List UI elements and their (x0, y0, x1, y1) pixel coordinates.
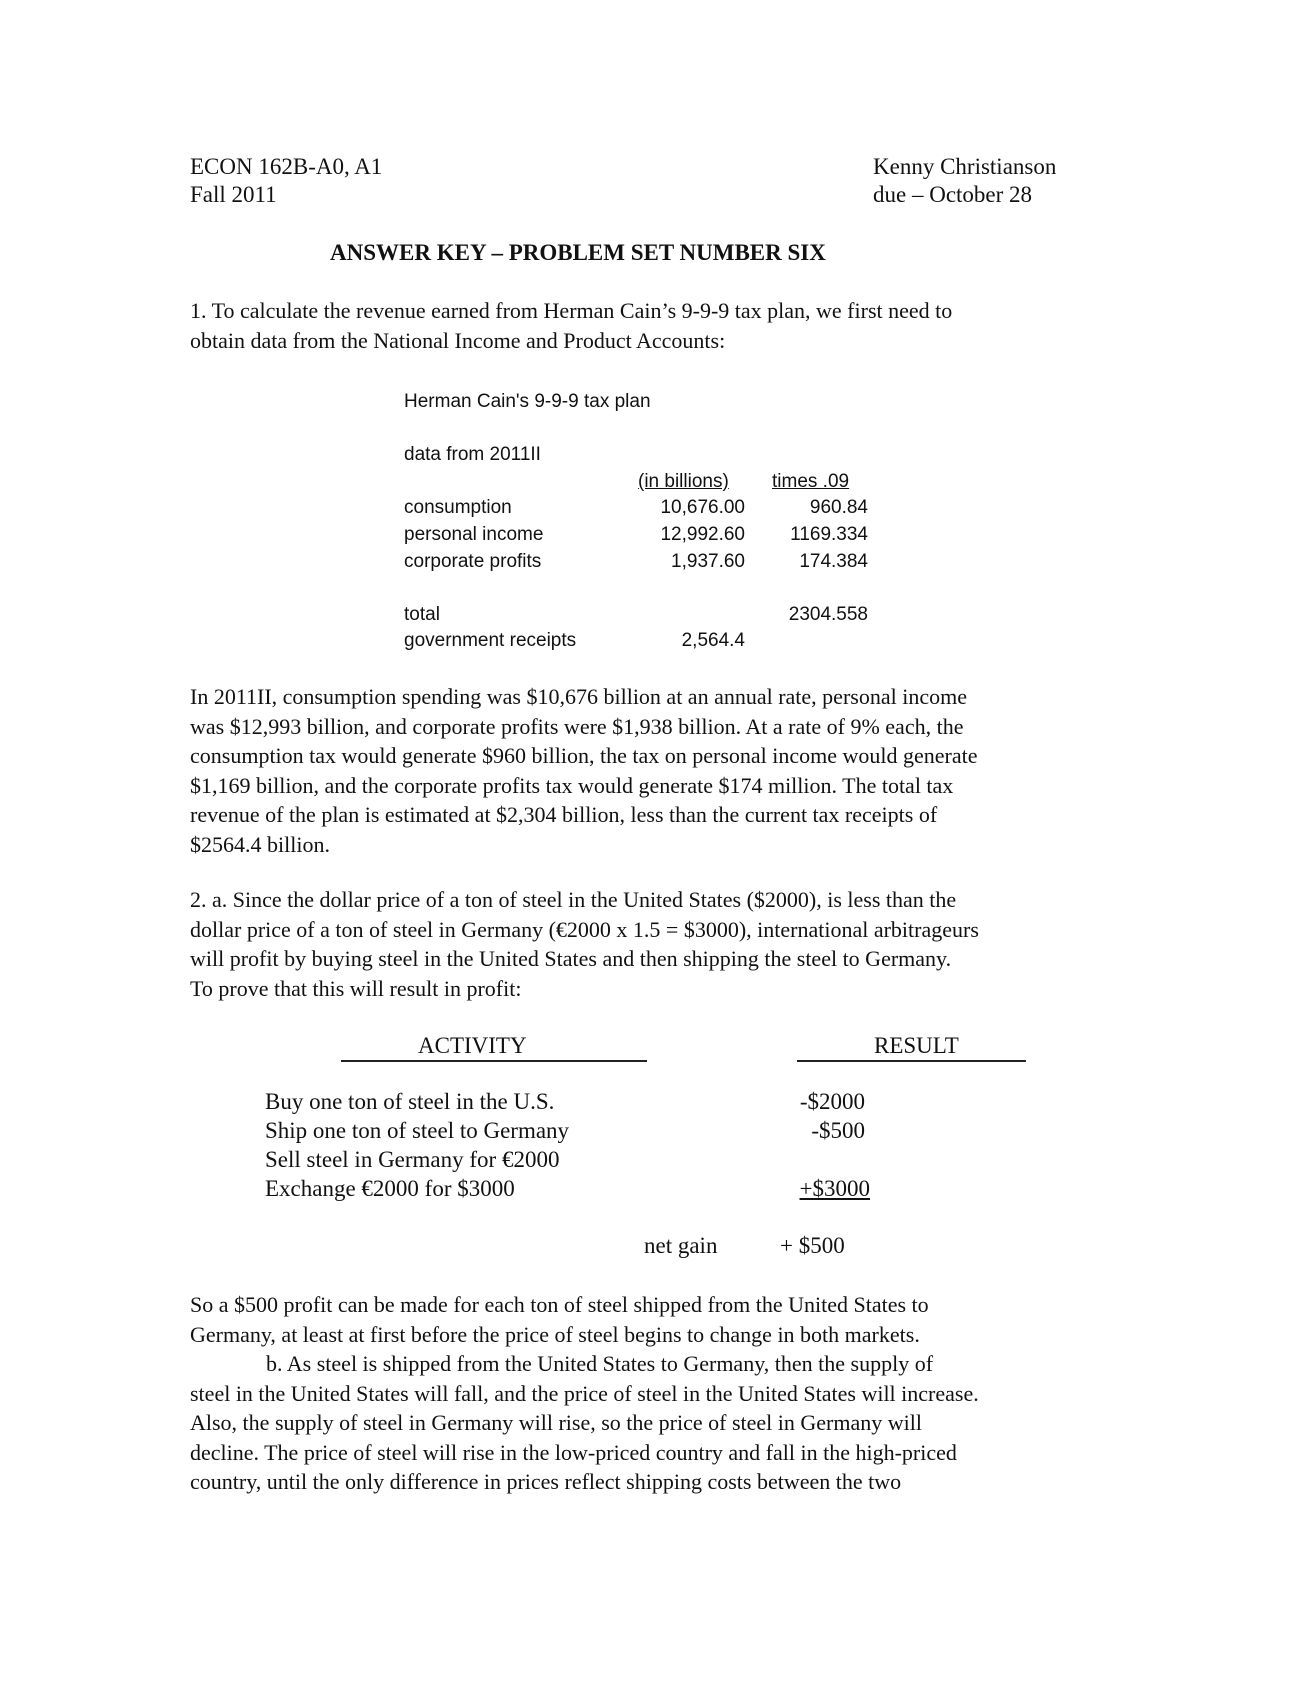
q1-answer-line: was $12,993 billion, and corporate profits were $1,938 billion. At a rate of 9% each, the (190, 713, 964, 739)
row-times: 1169.334 (790, 524, 868, 545)
q1-answer-line: $2564.4 billion. (190, 831, 330, 857)
row-times: 960.84 (809, 497, 868, 518)
conclusion-line: Germany, at least at first before the price of steel begins to change in both markets. (190, 1321, 920, 1347)
row-times: 174.384 (799, 551, 868, 572)
result-header-rule (797, 1060, 1026, 1062)
q2-conclusion (190, 1290, 1110, 1497)
activity-result: -$2000 (799, 1089, 865, 1114)
q2a-line: will profit by buying steel in the United States and then shipping the steel to Germany. (190, 946, 952, 971)
activity-result: -$500 (811, 1118, 865, 1143)
q1-answer-line: revenue of the plan is estimated at $2,304 billion, less than the current tax receipts of (190, 802, 938, 827)
q2a-text (190, 885, 1110, 1003)
receipts-label: government receipts (404, 630, 577, 651)
q2b-line: steel in the United States will fall, and the price of steel in the United States will increase. (190, 1380, 979, 1406)
receipts-value: 2,564.4 (681, 630, 745, 651)
col-header-billions: (in billions) (638, 471, 729, 492)
result-header: RESULT (874, 1033, 959, 1058)
page-title: ANSWER KEY – PROBLEM SET NUMBER SIX (330, 240, 826, 265)
q2a-line: To prove that this will result in profit: (190, 975, 522, 1001)
q1-intro-line: obtain data from the National Income and Product Accounts: (190, 327, 726, 353)
activity-item: Buy one ton of steel in the U.S. (265, 1089, 555, 1114)
q2a-line: 2. a. Since the dollar price of a ton of steel in the United States ($2000), is less than the (190, 887, 957, 912)
row-billions: 1,937.60 (671, 551, 745, 572)
course-code: ECON 162B-A0, A1 (190, 154, 383, 179)
q2b-line: decline. The price of steel will rise in the low-priced country and fall in the high-priced (190, 1439, 957, 1465)
instructor-name: Kenny Christianson (873, 154, 1057, 179)
col-header-times: times .09 (772, 471, 850, 492)
activity-result: +$3000 (799, 1176, 870, 1201)
row-billions: 10,676.00 (660, 497, 745, 518)
activity-item: Ship one ton of steel to Germany (265, 1118, 570, 1143)
row-label: consumption (404, 497, 512, 518)
row-label: personal income (404, 524, 544, 545)
q1-answer-line: $1,169 billion, and the corporate profits tax would generate $174 million. The total tax (190, 772, 954, 798)
q1-intro-line: 1. To calculate the revenue earned from Herman Cain’s 9-9-9 tax plan, we first need to (190, 298, 953, 323)
activity-header: ACTIVITY (418, 1033, 527, 1058)
q2b-line: Also, the supply of steel in Germany will rise, so the price of steel in Germany will (190, 1410, 922, 1435)
activity-item: Sell steel in Germany for €2000 (265, 1147, 560, 1172)
q2a-line: dollar price of a ton of steel in Germany (€2000 x 1.5 = $3000), international arbitrageurs (190, 916, 979, 942)
q2b-line: country, until the only difference in prices reflect shipping costs between the two (190, 1469, 902, 1494)
activity-item: Exchange €2000 for $3000 (265, 1176, 515, 1201)
q1-answer-line: consumption tax would generate $960 billion, the tax on personal income would generate (190, 743, 978, 768)
q1-answer (190, 682, 1110, 859)
total-label: total (404, 604, 440, 625)
q1-answer-line: In 2011II, consumption spending was $10,676 billion at an annual rate, personal income (190, 684, 967, 709)
net-gain-label: net gain (644, 1233, 718, 1258)
q1-intro (190, 296, 1110, 355)
q2b-line: b. As steel is shipped from the United States to Germany, then the supply of (266, 1351, 934, 1376)
total-value: 2304.558 (788, 604, 868, 625)
term: Fall 2011 (190, 182, 277, 207)
row-billions: 12,992.60 (660, 524, 745, 545)
table-title: Herman Cain's 9-9-9 tax plan (404, 391, 651, 412)
net-gain-value: + $500 (780, 1233, 845, 1258)
table-subtitle: data from 2011II (404, 444, 541, 465)
row-label: corporate profits (404, 551, 542, 572)
conclusion-line: So a $500 profit can be made for each ton of steel shipped from the United States to (190, 1292, 929, 1317)
activity-header-rule (341, 1060, 647, 1062)
due-date: due – October 28 (873, 182, 1033, 207)
